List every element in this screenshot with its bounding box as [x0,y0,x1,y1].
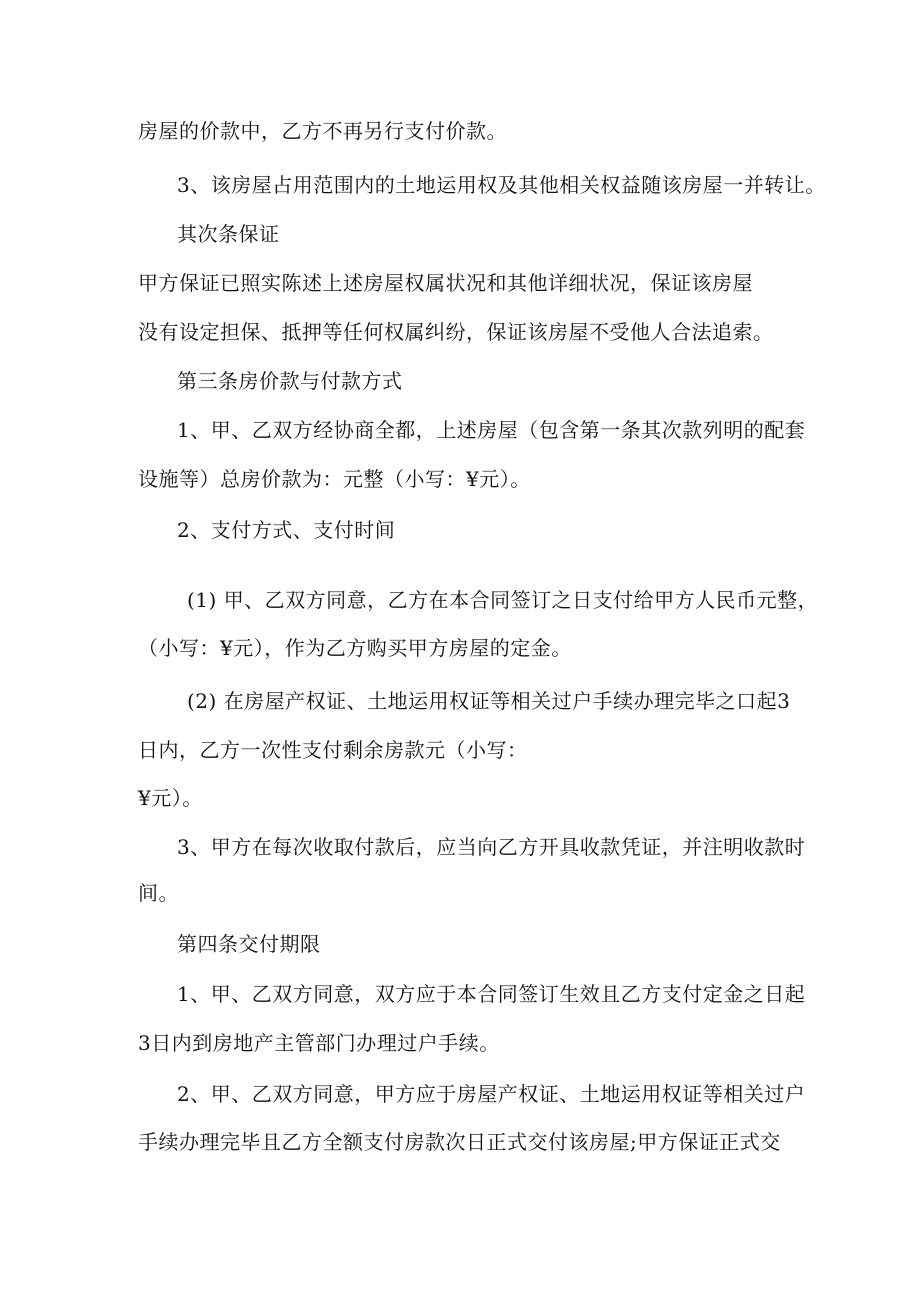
text-line: 3、甲方在每次收取付款后，应当向乙方开具收款凭证，并注明收款时 [177,835,806,859]
text-line: 日内，乙方一次性支付剩余房款元（小写： [138,738,528,762]
text-line: 1、甲、乙双方经协商全都，上述房屋（包含第一条其次款列明的配套 [177,418,806,442]
text-line: 2、甲、乙双方同意，甲方应于房屋产权证、土地运用权证等相关过户 [177,1082,806,1106]
text-line: 手续办理完毕且乙方全额支付房款次日正式交付该房屋;甲方保证正式交 [138,1130,781,1154]
text-line: (1) 甲、乙双方同意，乙方在本合同签订之日支付给甲方人民币元整， [187,588,819,612]
text-line: ¥元）。 [138,786,203,810]
text-line: 没有设定担保、抵押等任何权属纠纷，保证该房屋不受他人合法追索。 [138,320,774,344]
section-heading: 第三条房价款与付款方式 [177,369,403,393]
text-line: 甲方保证已照实陈述上述房屋权属状况和其他详细状况，保证该房屋 [138,271,753,295]
text-line: 2、支付方式、支付时间 [177,518,396,542]
text-line: 房屋的价款中，乙方不再另行支付价款。 [138,119,507,143]
section-heading: 其次条保证 [177,222,280,246]
text-line: 设施等）总房价款为：元整（小写：¥元）。 [138,467,531,491]
section-heading: 第四条交付期限 [177,932,321,956]
text-line: (2) 在房屋产权证、土地运用权证等相关过户手续办理完毕之口起3 [187,689,791,713]
text-line: 间。 [138,881,179,905]
text-line: 3、该房屋占用范围内的土地运用权及其他相关权益随该房屋一并转让。 [177,173,826,197]
text-line: 3日内到房地产主管部门办理过户手续。 [138,1031,500,1055]
text-line: 1、甲、乙双方同意，双方应于本合同签订生效且乙方支付定金之日起 [177,982,806,1006]
text-line: （小写：¥元），作为乙方购买甲方房屋的定金。 [138,636,572,660]
